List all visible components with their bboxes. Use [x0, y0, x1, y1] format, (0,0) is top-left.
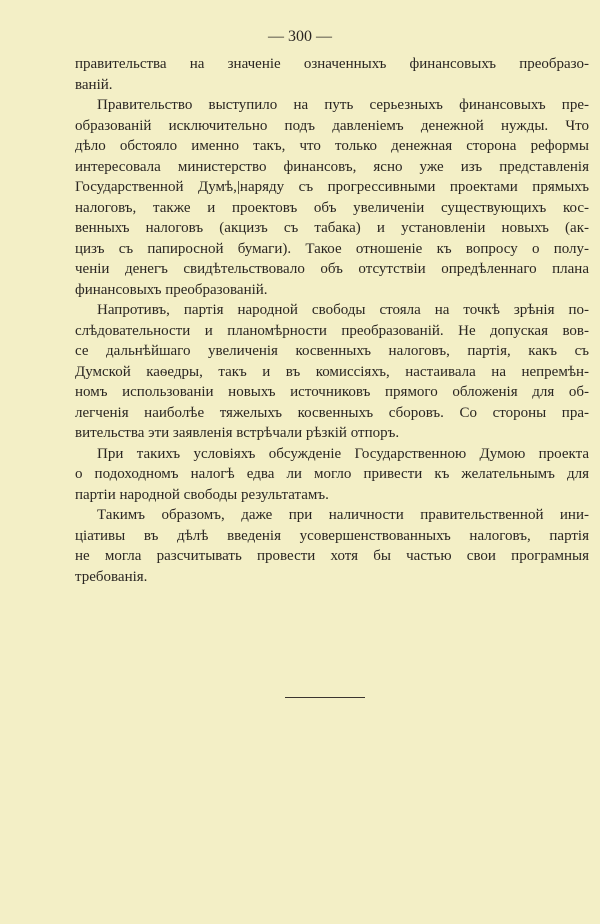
- text-line: Государственной Думѣ,|наряду съ прогрессивными проектами прямыхъ: [75, 179, 589, 195]
- text-line: налоговъ, также и проектовъ объ увеличеніи существующихъ кос-: [75, 199, 589, 216]
- text-line: вительства эти заявленія встрѣчали рѣзкій отпоръ.: [75, 425, 400, 441]
- text-line: Думской каѳедры, такъ и въ комиссіяхъ, настаивала на непремѣн-: [75, 363, 589, 380]
- page-number: — 300 —: [268, 28, 332, 45]
- body-text: [75, 54, 589, 587]
- text-line: При такихъ условіяхъ обсужденіе Государственною Думою проекта: [97, 445, 589, 462]
- text-line: цизъ съ папиросной бумаги). Такое отношеніе къ вопросу о полу-: [75, 240, 589, 257]
- text-line: не могла разсчитывать провести хотя бы частью свои програмныя: [75, 548, 589, 564]
- text-line: требованія.: [75, 568, 148, 585]
- text-line: ченіи денегъ свидѣтельствовало объ отсутствіи опредѣленнаго плана: [75, 261, 589, 277]
- paragraph: [75, 300, 589, 444]
- paragraph: [75, 54, 589, 95]
- text-line: правительства на значеніе означенныхъ финансовыхъ преобразо-: [75, 56, 589, 72]
- text-line: о подоходномъ налогѣ едва ли могло привести къ желательнымъ для: [75, 466, 589, 482]
- paragraph: [75, 505, 589, 587]
- text-line: Правительство выступило на путь серьезныхъ финансовыхъ пре-: [97, 97, 589, 113]
- text-line: интересовала министерство финансовъ, ясно уже изъ представленія: [75, 158, 589, 175]
- paragraph: [75, 95, 589, 300]
- text-line: се дальнѣйшаго увеличенія косвенныхъ налоговъ, партія, какъ съ: [75, 343, 589, 359]
- text-line: Напротивъ, партія народной свободы стояла на точкѣ зрѣнія по-: [97, 302, 589, 318]
- text-line: номъ использованіи новыхъ источниковъ прямого обложенія для об-: [75, 384, 589, 400]
- text-line: венныхъ налоговъ (акцизъ съ табака) и установленіи новыхъ (ак-: [75, 220, 589, 236]
- text-line: Такимъ образомъ, даже при наличности правительственной ини-: [97, 507, 589, 523]
- text-line: образованій исключительно подъ давленіемъ денежной нужды. Что: [75, 117, 589, 134]
- text-line: ціативы въ дѣлѣ введенія усовершенствованныхъ налоговъ, партія: [75, 527, 589, 544]
- paragraph: [75, 444, 589, 506]
- text-line: дѣло обстояло именно такъ, что только денежная сторона реформы: [75, 138, 589, 154]
- text-line: финансовыхъ преобразованій.: [75, 281, 268, 298]
- text-line: партіи народной свободы результатамъ.: [75, 486, 329, 503]
- section-end-rule: [285, 697, 365, 698]
- text-line: ваній.: [75, 76, 113, 93]
- text-line: легченія наиболѣе тяжелыхъ косвенныхъ сборовъ. Со стороны пра-: [75, 404, 589, 421]
- text-line: слѣдовательности и планомѣрности преобразованій. Не допуская вов-: [75, 322, 589, 339]
